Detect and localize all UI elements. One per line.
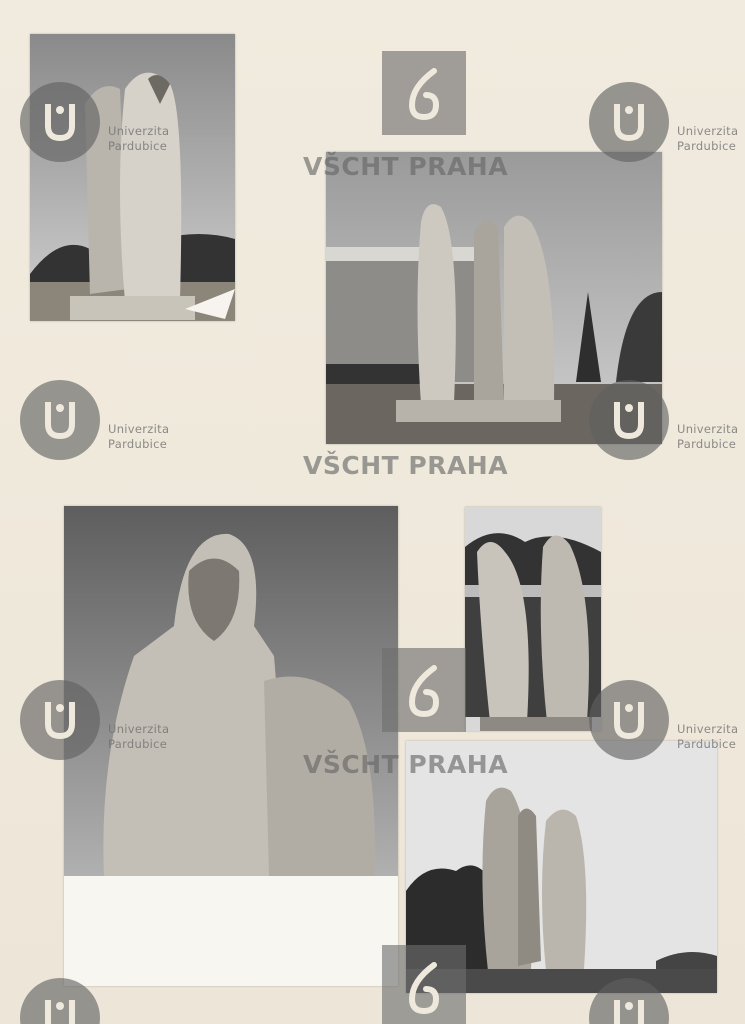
vscht-logo-icon — [382, 945, 466, 1024]
watermark-univerzita-pardubice — [20, 978, 190, 1024]
university-logo-icon — [589, 978, 669, 1024]
watermark-univerzita-text: Univerzita Pardubice — [677, 722, 739, 751]
watermark-vscht-praha: VŠCHT PRAHA — [303, 152, 509, 181]
watermark-univerzita-pardubice — [20, 380, 190, 464]
watermark-univerzita-text: Univerzita Pardubice — [108, 422, 170, 451]
university-logo-icon — [20, 82, 100, 162]
watermark-univerzita-pardubice — [589, 680, 745, 764]
watermark-vscht-praha: VŠCHT PRAHA — [303, 451, 509, 480]
photo-two-figures-building — [465, 507, 601, 731]
watermark-univerzita-pardubice — [589, 82, 745, 166]
vscht-logo-icon — [382, 51, 466, 135]
watermark-univerzita-pardubice — [589, 380, 745, 464]
photo-sculpture-group-field — [30, 34, 235, 321]
university-logo-icon — [589, 82, 669, 162]
university-logo-icon — [20, 978, 100, 1024]
watermark-univerzita-text: Univerzita Pardubice — [108, 722, 170, 751]
university-logo-icon — [589, 680, 669, 760]
university-logo-icon — [20, 380, 100, 460]
watermark-univerzita-pardubice — [589, 978, 745, 1024]
watermark-univerzita-pardubice — [20, 680, 190, 764]
watermark-univerzita-pardubice — [20, 82, 190, 166]
watermark-univerzita-text: Univerzita Pardubice — [677, 422, 739, 451]
university-logo-icon — [589, 380, 669, 460]
vscht-logo-icon — [382, 648, 466, 732]
watermark-univerzita-text: Univerzita Pardubice — [677, 124, 739, 153]
university-logo-icon — [20, 680, 100, 760]
watermark-univerzita-text: Univerzita Pardubice — [108, 124, 170, 153]
watermark-vscht-praha: VŠCHT PRAHA — [303, 750, 509, 779]
